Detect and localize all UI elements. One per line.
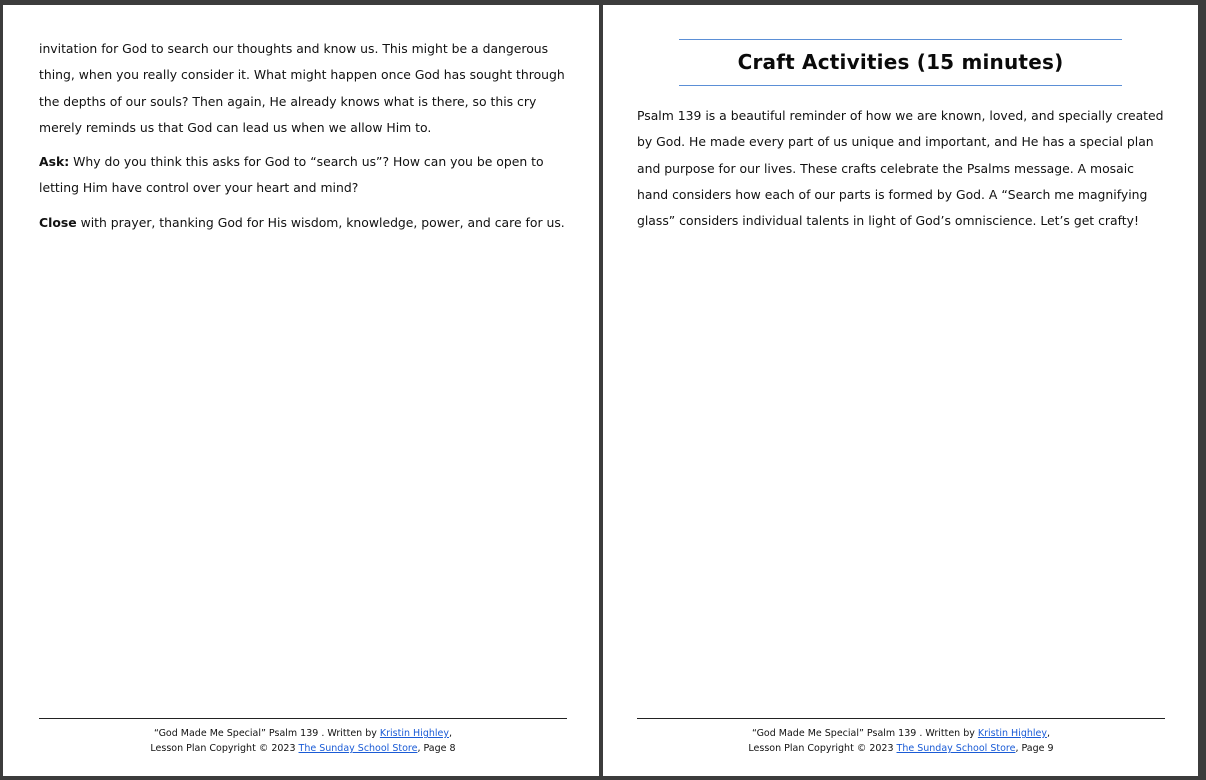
footer-line-1 (637, 726, 1165, 741)
footer-title: “God Made Me Special” Psalm 139 . Written by (751, 728, 978, 739)
footer-copyright: Lesson Plan Copyright © 2023 (748, 743, 897, 754)
footer-page-number: , Page 8 (417, 743, 456, 754)
page-8 (3, 5, 599, 776)
footer-divider (39, 718, 567, 719)
page-8-body (39, 36, 569, 236)
paragraph-close (39, 210, 569, 236)
close-text: with prayer, thanking God for His wisdom, knowledge, power, and care for us. (76, 214, 565, 230)
paragraph-ask (39, 149, 569, 202)
footer-copyright: Lesson Plan Copyright © 2023 (150, 743, 299, 754)
footer-divider (637, 718, 1165, 719)
footer-comma: , (448, 728, 453, 739)
ask-text: Why do you think this asks for God to “search us”? How can you be open to letting Him have control over your heart and mind? (39, 154, 544, 196)
store-link[interactable]: The Sunday School Store (298, 743, 418, 754)
footer-title: “God Made Me Special” Psalm 139 . Written by (153, 728, 380, 739)
ask-label: Ask: (39, 154, 70, 170)
footer-text (39, 726, 567, 756)
footer-line-2 (39, 741, 567, 756)
store-link[interactable]: The Sunday School Store (896, 743, 1016, 754)
heading-rule-bottom (679, 85, 1122, 86)
page-9-footer (637, 718, 1165, 756)
page-9-body (637, 103, 1167, 234)
footer-line-1 (39, 726, 567, 741)
paragraph-invitation: invitation for God to search our thoughts and know us. This might be a dangerous thing, when you really consider it. What might happen once God has sought through the depths of our souls? Then again, He already knows what is there, so this cry merely reminds us that God can lead us when we allow Him to. (39, 41, 565, 135)
footer-page-number: , Page 9 (1015, 743, 1054, 754)
footer-line-2 (637, 741, 1165, 756)
paragraph-craft-intro: Psalm 139 is a beautiful reminder of how we are known, loved, and specially created by God. He made every part of us unique and important, and He has a special plan and purpose for our lives. These crafts celebrate the Psalms message. A mosaic hand considers how each of our parts is formed by God. A “Search me magnifying glass” considers individual talents in light of God’s omniscience. Let’s get crafty! (637, 108, 1164, 229)
author-link[interactable]: Kristin Highley (379, 728, 449, 739)
author-link[interactable]: Kristin Highley (977, 728, 1047, 739)
page-8-footer (39, 718, 567, 756)
section-heading: Craft Activities (15 minutes) (737, 50, 1064, 74)
page-9 (603, 5, 1198, 776)
footer-text (637, 726, 1165, 756)
section-heading-block (679, 39, 1122, 86)
footer-comma: , (1046, 728, 1051, 739)
close-label: Close (39, 214, 77, 230)
